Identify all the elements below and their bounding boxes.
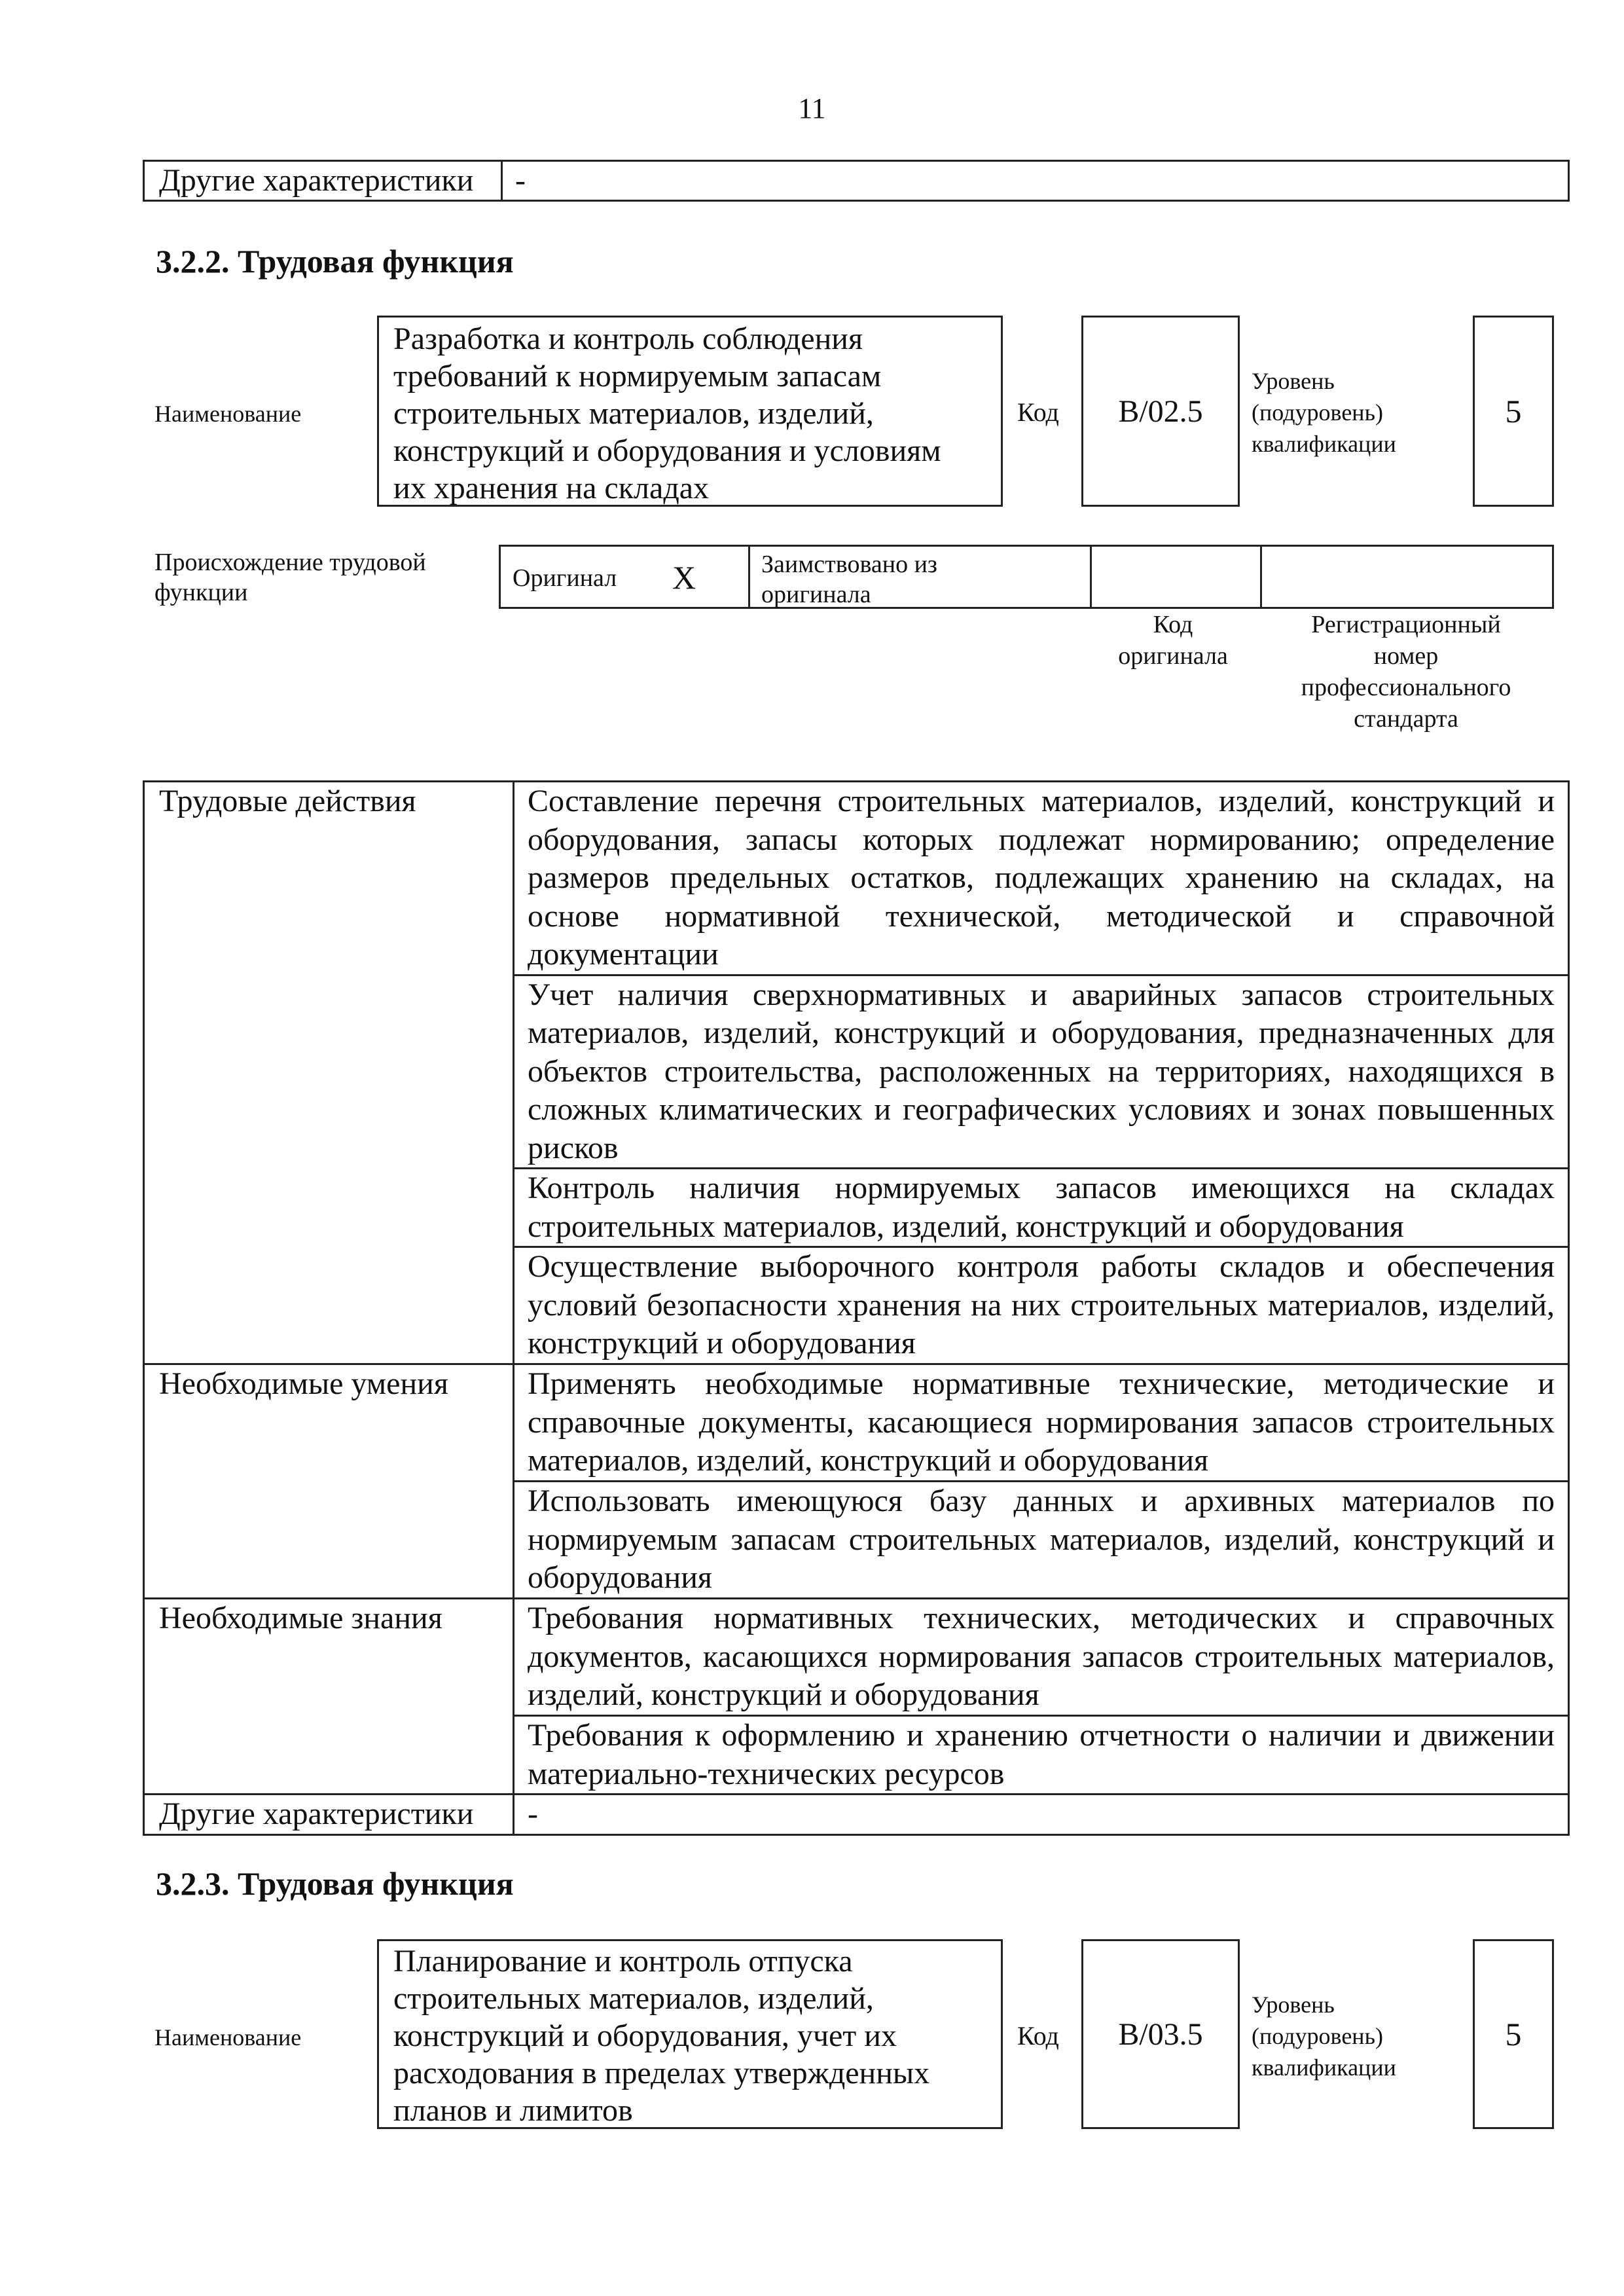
level-label-322: Уровень (подуровень) квалификации	[1252, 368, 1396, 457]
code-value-323: B/03.5	[1118, 2016, 1203, 2052]
original-label: Оригинал	[513, 564, 617, 592]
code-orig-caption: Код оригинала	[1118, 611, 1228, 670]
origin-divider-2	[1090, 547, 1092, 607]
page-number: 11	[798, 92, 826, 124]
level-value-323: 5	[1505, 2016, 1522, 2052]
labor-action-4: Осуществление выборочного контроля работы складов и обеспечения условий безопасности хранения на них строительных материалов, изделий, конструкций и оборудования	[514, 1247, 1569, 1364]
name-line: строительных материалов, изделий,	[393, 1981, 874, 2016]
labor-actions-label: Трудовые действия	[144, 782, 514, 1364]
top-other-row	[143, 160, 1570, 202]
origin-label: Происхождение трудовой функции	[154, 549, 426, 606]
reg-number-caption: Регистрационный номер профессионального стандарта	[1301, 611, 1511, 733]
code-box-323	[1081, 1939, 1240, 2129]
name-line: Планирование и контроль отпуска	[393, 1944, 853, 1978]
table-row	[144, 782, 1569, 975]
skill-1: Применять необходимые нормативные технические, методические и справочные документы, касающиеся нормирования запасов строительных материалов, изделий, конструкций и оборудования	[514, 1364, 1569, 1482]
function-table-322	[143, 780, 1570, 1836]
name-line: планов и лимитов	[393, 2093, 633, 2128]
level-box-323	[1473, 1939, 1554, 2129]
top-other-divider	[501, 162, 503, 200]
origin-divider-1	[748, 547, 750, 607]
borrowed-label: Заимствовано из оригинала	[761, 551, 937, 608]
name-line: Разработка и контроль соблюдения	[393, 321, 863, 356]
knowledge-2: Требования к оформлению и хранению отчетности о наличии и движении материально-технических ресурсов	[514, 1716, 1569, 1795]
name-line: строительных материалов, изделий,	[393, 396, 874, 431]
name-line: конструкций и оборудования и условиям	[393, 433, 941, 468]
name-line: их хранения на складах	[393, 471, 710, 505]
section-322-heading: 3.2.2. Трудовая функция	[156, 243, 514, 280]
labor-action-1: Составление перечня строительных материалов, изделий, конструкций и оборудования, запасы которых подлежат нормированию; определение размеров предельных остатков, подлежащих хранению на складах, на основе нормативной технической, методической и справочной документации	[514, 782, 1569, 975]
code-label-322: Код	[1017, 397, 1059, 427]
origin-row	[499, 545, 1554, 609]
level-value-322: 5	[1505, 393, 1522, 429]
labor-action-2: Учет наличия сверхнормативных и аварийных запасов строительных материалов, изделий, конструкций и оборудования, предназначенных для объектов строительства, расположенных на территориях, находящихся в сложных климатических и географических условиях и зонах повышенных рисков	[514, 975, 1569, 1169]
knowledge-label: Необходимые знания	[144, 1599, 514, 1795]
code-box-322	[1081, 316, 1240, 507]
name-box-322	[377, 316, 1003, 507]
knowledge-1: Требования нормативных технических, методических и справочных документов, касающихся нормирования запасов строительных материалов, изделий, конструкций и оборудования	[514, 1599, 1569, 1716]
skills-label: Необходимые умения	[144, 1364, 514, 1599]
other-value: -	[514, 1795, 1569, 1835]
top-other-value: -	[515, 163, 526, 198]
section-323-heading: 3.2.3. Трудовая функция	[156, 1865, 514, 1902]
top-other-label: Другие характеристики	[159, 163, 474, 198]
original-mark: X	[672, 559, 696, 596]
name-label-323: Наименование	[154, 2024, 302, 2050]
level-label-323: Уровень (подуровень) квалификации	[1252, 1992, 1396, 2081]
origin-divider-3	[1260, 547, 1262, 607]
labor-action-3: Контроль наличия нормируемых запасов имеющихся на складах строительных материалов, изделий, конструкций и оборудования	[514, 1169, 1569, 1247]
name-line: требований к нормируемым запасам	[393, 359, 882, 393]
code-value-322: B/02.5	[1118, 393, 1203, 429]
table-row	[144, 1795, 1569, 1835]
level-box-322	[1473, 316, 1554, 507]
table-row	[144, 1364, 1569, 1482]
table-row	[144, 1599, 1569, 1716]
name-line: конструкций и оборудования, учет их	[393, 2018, 897, 2053]
other-label: Другие характеристики	[144, 1795, 514, 1835]
name-label-322: Наименование	[154, 401, 302, 427]
name-box-323	[377, 1939, 1003, 2129]
code-label-323: Код	[1017, 2021, 1059, 2050]
skill-2: Использовать имеющуюся базу данных и архивных материалов по нормируемым запасам строительных материалов, изделий, конструкций и оборудования	[514, 1482, 1569, 1599]
name-line: расходования в пределах утвержденных	[393, 2056, 930, 2090]
